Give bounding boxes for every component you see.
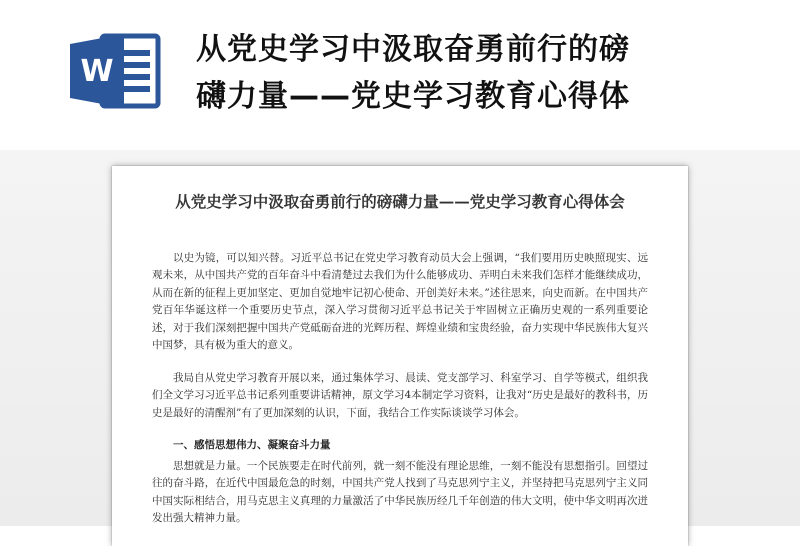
header <box>0 0 800 150</box>
page-title <box>196 26 786 120</box>
paragraph-3: 思想就是力量。一个民族要走在时代前列，就一刻不能没有理论思维，一刻不能没有思想指引。回望过往的奋斗路，在近代中国最危急的时刻，中国共产党人找到了马克思列宁主义，并坚持把马克思列宁主义同中国实际相结合，用马克思主义真理的力量激活了中华民族历经几千年创造的伟大文明，使中华文明再次迸发出强大精神力量。 <box>152 460 648 525</box>
paragraph-2: 我局自从党史学习教育开展以来，通过集体学习、晨读、党支部学习、科室学习、自学等模式，组织我们全文学习习近平总书记系列重要讲话精神，原文学习4本制定学习资料，让我对“历史是最好的教科书，历史是最好的清醒剂”有了更加深刻的认识，下面，我结合工作实际谈谈学习体会。 <box>152 372 648 419</box>
page-title-line-1: 从党史学习中汲取奋勇前行的磅 <box>196 32 630 67</box>
page-title-line-2: 礴力量——党史学习教育心得体 <box>196 79 630 114</box>
document-page <box>112 166 688 546</box>
paragraph-1: 以史为镜，可以知兴替。习近平总书记在党史学习教育动员大会上强调，“我们要用历史映照现实、远观未来，从中国共产党的百年奋斗中看清楚过去我们为什么能够成功、弄明白未来我们怎样才能继续成功，从而在新的征程上更加坚定、更加自觉地牢记初心使命、开创美好未来。”述往思来，向史而新。在中国共产党百年华诞这样一个重要历史节点，深入学习贯彻习近平总书记关于牢固树立正确历史观的一系列重要论述，对于我们深刻把握中国共产党砥砺奋进的光辉历程、辉煌业绩和宝贵经验，奋力实现中华民族伟大复兴中国梦，具有极为重大的意义。 <box>152 252 648 352</box>
word-icon <box>68 30 168 112</box>
section-heading-1: 一、感悟思想伟力、凝聚奋斗力量 <box>173 439 331 451</box>
word-icon-letter: W <box>80 54 114 89</box>
document-title: 从党史学习中汲取奋勇前行的磅礴力量——党史学习教育心得体会 <box>175 192 625 211</box>
